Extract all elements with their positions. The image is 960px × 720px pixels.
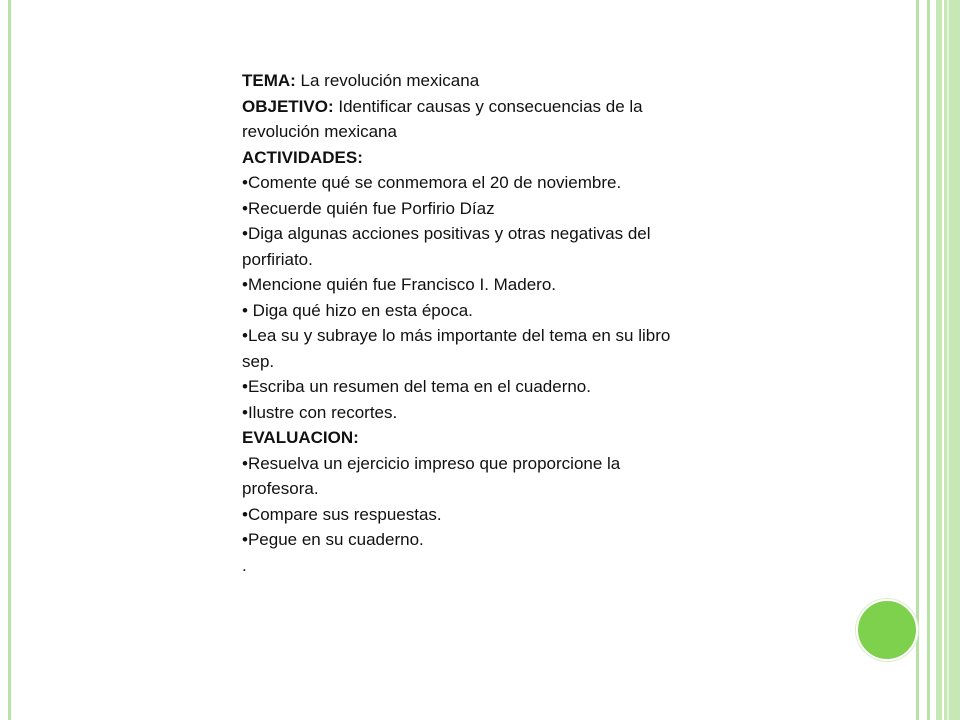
actividad-item: •Lea su y subraye lo más importante del tema en su libro sep. (242, 326, 671, 371)
left-border-line (8, 0, 11, 720)
objetivo-value: Identificar causas y consecuencias de la revolución mexicana (242, 96, 643, 141)
actividad-item: •Escriba un resumen del tema en el cuaderno. (242, 377, 591, 396)
evaluacion-heading: EVALUACION: (242, 428, 359, 447)
objetivo-line (242, 94, 682, 145)
actividad-item: •Ilustre con recortes. (242, 402, 398, 422)
tema-label: TEMA: (242, 71, 296, 90)
right-decorative-stripes (916, 0, 960, 720)
slide-body (242, 68, 682, 578)
stripe (947, 0, 949, 720)
stripe (942, 0, 944, 720)
actividad-item: •Diga algunas acciones positivas y otras negativas del porfiriato. (242, 224, 651, 269)
tema-line (242, 68, 682, 94)
actividades-heading: ACTIVIDADES: (242, 147, 363, 167)
actividad-item: • Diga qué hizo en esta época. (242, 300, 473, 320)
evaluacion-item: . (242, 555, 247, 575)
actividad-item: •Mencione quién fue Francisco I. Madero. (242, 275, 557, 294)
actividad-item: •Comente qué se conmemora el 20 de noviembre. (242, 173, 622, 192)
evaluacion-item: •Resuelva un ejercicio impreso que proporcione la profesora. (242, 453, 621, 498)
evaluacion-item: •Compare sus respuestas. (242, 504, 442, 524)
stripe (919, 0, 927, 720)
objetivo-label: OBJETIVO: (242, 96, 334, 116)
green-circle-decoration (856, 599, 918, 661)
tema-value: La revolución mexicana (295, 71, 480, 90)
evaluacion-item: •Pegue en su cuaderno. (242, 530, 424, 549)
actividad-item: •Recuerde quién fue Porfirio Díaz (242, 198, 495, 218)
